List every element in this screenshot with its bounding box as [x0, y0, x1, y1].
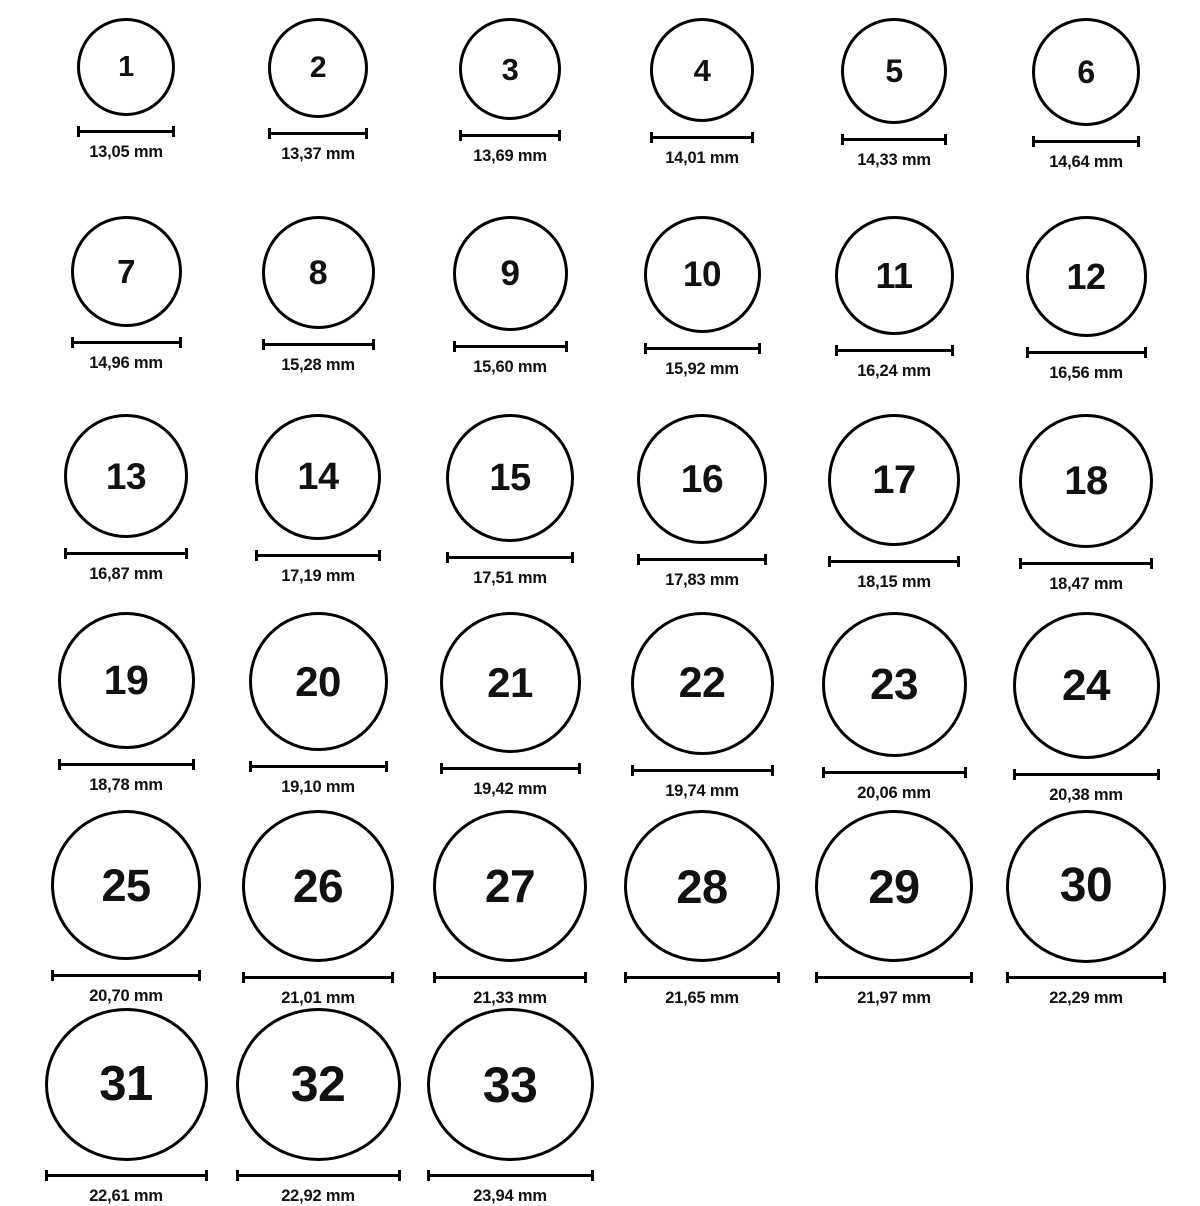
diameter-ruler: [624, 971, 780, 983]
diameter-label: 20,06 mm: [857, 784, 931, 802]
diameter-ruler: [427, 1170, 594, 1181]
ring-size-cell: [414, 414, 606, 612]
ring-circle: [1032, 18, 1140, 126]
ring-size-number: 29: [868, 859, 920, 913]
diameter-ruler: [1013, 768, 1160, 780]
ring-size-cell: [990, 414, 1182, 612]
ring-size-number: 13: [105, 455, 147, 497]
ring-size-cell: [414, 1008, 606, 1206]
diameter-label: 16,87 mm: [89, 565, 163, 583]
ring-circle: [631, 612, 774, 755]
ruler-bar: [1032, 140, 1140, 143]
ring-size-number: 19: [103, 657, 149, 703]
ring-circle: [58, 612, 195, 749]
ring-size-cell: [222, 18, 414, 216]
ring-circle: [828, 414, 960, 546]
ring-size-number: 26: [292, 860, 344, 912]
diameter-label: 14,96 mm: [89, 354, 163, 372]
ring-circle: [637, 414, 767, 544]
ruler-bar: [841, 138, 947, 141]
diameter-label: 17,83 mm: [665, 571, 739, 589]
ruler-bar: [249, 765, 388, 768]
ruler-bar: [236, 1174, 401, 1177]
diameter-label: 15,92 mm: [665, 360, 739, 378]
ring-size-cell: [414, 216, 606, 414]
diameter-label: 22,92 mm: [281, 1187, 355, 1205]
ruler-bar: [459, 134, 561, 137]
diameter-ruler: [835, 344, 954, 356]
ring-circle: [841, 18, 947, 124]
ring-circle: [1006, 810, 1166, 963]
diameter-ruler: [77, 125, 175, 137]
ruler-bar: [58, 763, 195, 766]
ring-size-cell: [990, 810, 1182, 1008]
ring-circle: [255, 414, 381, 540]
diameter-label: 13,05 mm: [89, 143, 163, 161]
diameter-label: 18,78 mm: [89, 776, 163, 794]
ruler-bar: [835, 349, 954, 352]
ring-circle: [51, 810, 201, 960]
diameter-label: 14,33 mm: [857, 151, 931, 169]
diameter-label: 13,37 mm: [281, 145, 355, 163]
diameter-ruler: [650, 131, 754, 143]
ring-circle: [268, 18, 368, 118]
ruler-bar: [1006, 976, 1166, 979]
ruler-bar: [644, 347, 761, 350]
diameter-ruler: [1026, 346, 1147, 358]
ring-size-number: 21: [487, 658, 533, 706]
ring-circle: [835, 216, 954, 335]
ring-size-cell: [990, 612, 1182, 810]
ring-size-cell: [414, 18, 606, 216]
ruler-bar: [242, 976, 394, 979]
ring-size-number: 2: [309, 51, 327, 84]
diameter-label: 20,38 mm: [1049, 786, 1123, 804]
ring-size-number: 7: [117, 253, 135, 290]
diameter-ruler: [644, 342, 761, 354]
ruler-bar: [1019, 562, 1153, 565]
diameter-ruler: [242, 971, 394, 983]
diameter-ruler: [1006, 972, 1166, 983]
ring-size-number: 10: [683, 255, 721, 294]
diameter-label: 23,94 mm: [473, 1187, 547, 1205]
ruler-bar: [71, 341, 182, 344]
ring-size-number: 3: [501, 51, 519, 87]
diameter-ruler: [255, 549, 381, 561]
diameter-ruler: [453, 340, 568, 352]
diameter-label: 19,10 mm: [281, 778, 355, 796]
ring-size-cell: [222, 612, 414, 810]
ring-size-cell: [798, 18, 990, 216]
ring-circle: [815, 810, 973, 962]
diameter-ruler: [249, 760, 388, 772]
ring-size-cell: [990, 18, 1182, 216]
ruler-bar: [624, 976, 780, 979]
diameter-ruler: [64, 547, 188, 559]
diameter-label: 18,47 mm: [1049, 575, 1123, 593]
ruler-bar: [64, 552, 188, 555]
ring-size-cell: [606, 216, 798, 414]
diameter-ruler: [828, 555, 960, 567]
diameter-label: 16,56 mm: [1049, 364, 1123, 382]
ring-size-number: 22: [678, 659, 726, 707]
ruler-bar: [631, 769, 774, 772]
ring-circle: [249, 612, 388, 751]
diameter-ruler: [236, 1170, 401, 1181]
ring-size-cell: [606, 414, 798, 612]
diameter-label: 16,24 mm: [857, 362, 931, 380]
ring-circle: [1013, 612, 1160, 759]
diameter-label: 14,01 mm: [665, 149, 739, 167]
ring-size-cell: [222, 1008, 414, 1206]
ruler-bar: [815, 976, 973, 979]
ring-size-number: 30: [1059, 859, 1113, 913]
ruler-bar: [1026, 351, 1147, 354]
ring-size-number: 20: [295, 657, 341, 705]
ruler-bar: [446, 556, 574, 559]
ruler-bar: [433, 976, 587, 979]
ring-circle: [459, 18, 561, 120]
ruler-bar: [440, 767, 581, 770]
ring-circle: [71, 216, 182, 327]
ruler-bar: [650, 136, 754, 139]
ring-size-number: 14: [297, 456, 339, 498]
ruler-bar: [637, 558, 767, 561]
ring-circle: [453, 216, 568, 331]
diameter-label: 13,69 mm: [473, 147, 547, 165]
ring-circle: [433, 810, 587, 962]
ring-size-cell: [30, 216, 222, 414]
ring-size-number: 25: [101, 859, 151, 911]
ring-circle: [1026, 216, 1147, 337]
ring-size-cell: [606, 810, 798, 1008]
ring-size-cell: [414, 612, 606, 810]
ring-size-number: 33: [482, 1056, 538, 1113]
diameter-ruler: [1032, 135, 1140, 147]
diameter-ruler: [51, 969, 201, 981]
diameter-label: 14,64 mm: [1049, 153, 1123, 171]
ring-size-number: 23: [870, 659, 918, 709]
ruler-bar: [828, 560, 960, 563]
diameter-ruler: [45, 1170, 208, 1181]
ring-size-number: 16: [680, 457, 724, 501]
diameter-label: 19,74 mm: [665, 782, 739, 800]
ring-size-cell: [30, 612, 222, 810]
ring-size-cell: [798, 414, 990, 612]
ring-size-cell: [222, 216, 414, 414]
diameter-label: 21,33 mm: [473, 989, 547, 1007]
diameter-ruler: [433, 971, 587, 983]
diameter-ruler: [1019, 557, 1153, 569]
diameter-label: 17,51 mm: [473, 569, 547, 587]
ring-size-number: 17: [872, 458, 916, 502]
ring-size-cell: [30, 1008, 222, 1206]
ring-size-number: 12: [1066, 255, 1106, 297]
diameter-label: 15,28 mm: [281, 356, 355, 374]
ring-size-number: 27: [484, 860, 536, 913]
ring-size-number: 31: [99, 1056, 153, 1111]
diameter-label: 18,15 mm: [857, 573, 931, 591]
ruler-bar: [427, 1174, 594, 1177]
ring-size-cell: [798, 216, 990, 414]
diameter-ruler: [459, 129, 561, 141]
ruler-bar: [45, 1174, 208, 1177]
ring-size-number: 18: [1064, 459, 1108, 503]
ring-size-number: 8: [308, 253, 328, 292]
ring-circle: [446, 414, 574, 542]
diameter-ruler: [440, 762, 581, 774]
ring-size-number: 5: [885, 53, 903, 89]
diameter-ruler: [631, 764, 774, 776]
ruler-bar: [453, 345, 568, 348]
ring-size-number: 28: [676, 859, 728, 913]
ring-circle: [650, 18, 754, 122]
ring-size-cell: [30, 414, 222, 612]
ring-circle: [242, 810, 394, 962]
ring-circle: [262, 216, 375, 329]
diameter-ruler: [71, 336, 182, 348]
diameter-label: 20,70 mm: [89, 987, 163, 1005]
ruler-bar: [268, 132, 368, 135]
ruler-bar: [822, 771, 967, 774]
diameter-label: 22,29 mm: [1049, 989, 1123, 1007]
ring-size-number: 9: [500, 254, 520, 293]
diameter-ruler: [268, 127, 368, 139]
diameter-label: 21,01 mm: [281, 989, 355, 1007]
ring-size-cell: [798, 810, 990, 1008]
ring-circle: [427, 1008, 594, 1161]
diameter-ruler: [822, 766, 967, 778]
ring-size-cell: [990, 216, 1182, 414]
ring-size-cell: [798, 612, 990, 810]
diameter-ruler: [58, 758, 195, 770]
ring-size-number: 6: [1077, 54, 1095, 90]
ring-circle: [440, 612, 581, 753]
ring-size-number: 15: [489, 457, 531, 499]
ring-circle: [236, 1008, 401, 1161]
ring-size-number: 32: [290, 1056, 346, 1113]
diameter-ruler: [446, 551, 574, 563]
ruler-bar: [1013, 773, 1160, 776]
ring-circle: [624, 810, 780, 962]
ring-size-number: 4: [693, 52, 711, 88]
ring-size-cell: [222, 810, 414, 1008]
ring-size-grid: [0, 18, 1200, 1206]
ring-size-cell: [30, 18, 222, 216]
ring-circle: [64, 414, 188, 538]
ring-circle: [77, 18, 175, 116]
ruler-bar: [51, 974, 201, 977]
ring-circle: [822, 612, 967, 757]
ruler-bar: [262, 343, 375, 346]
ring-size-number: 1: [118, 50, 134, 83]
ring-circle: [1019, 414, 1153, 548]
ring-size-number: 11: [875, 254, 913, 296]
diameter-label: 21,65 mm: [665, 989, 739, 1007]
ring-size-number: 24: [1062, 660, 1110, 710]
diameter-ruler: [841, 133, 947, 145]
diameter-label: 19,42 mm: [473, 780, 547, 798]
ring-circle: [644, 216, 761, 333]
ring-size-cell: [414, 810, 606, 1008]
ring-size-cell: [222, 414, 414, 612]
ring-size-cell: [606, 18, 798, 216]
diameter-label: 21,97 mm: [857, 989, 931, 1007]
diameter-ruler: [262, 338, 375, 350]
diameter-label: 15,60 mm: [473, 358, 547, 376]
ring-circle: [45, 1008, 208, 1161]
diameter-label: 22,61 mm: [89, 1187, 163, 1205]
diameter-ruler: [815, 971, 973, 983]
diameter-label: 17,19 mm: [281, 567, 355, 585]
diameter-ruler: [637, 553, 767, 565]
ruler-bar: [77, 130, 175, 133]
ring-size-cell: [606, 612, 798, 810]
ring-size-cell: [30, 810, 222, 1008]
ruler-bar: [255, 554, 381, 557]
